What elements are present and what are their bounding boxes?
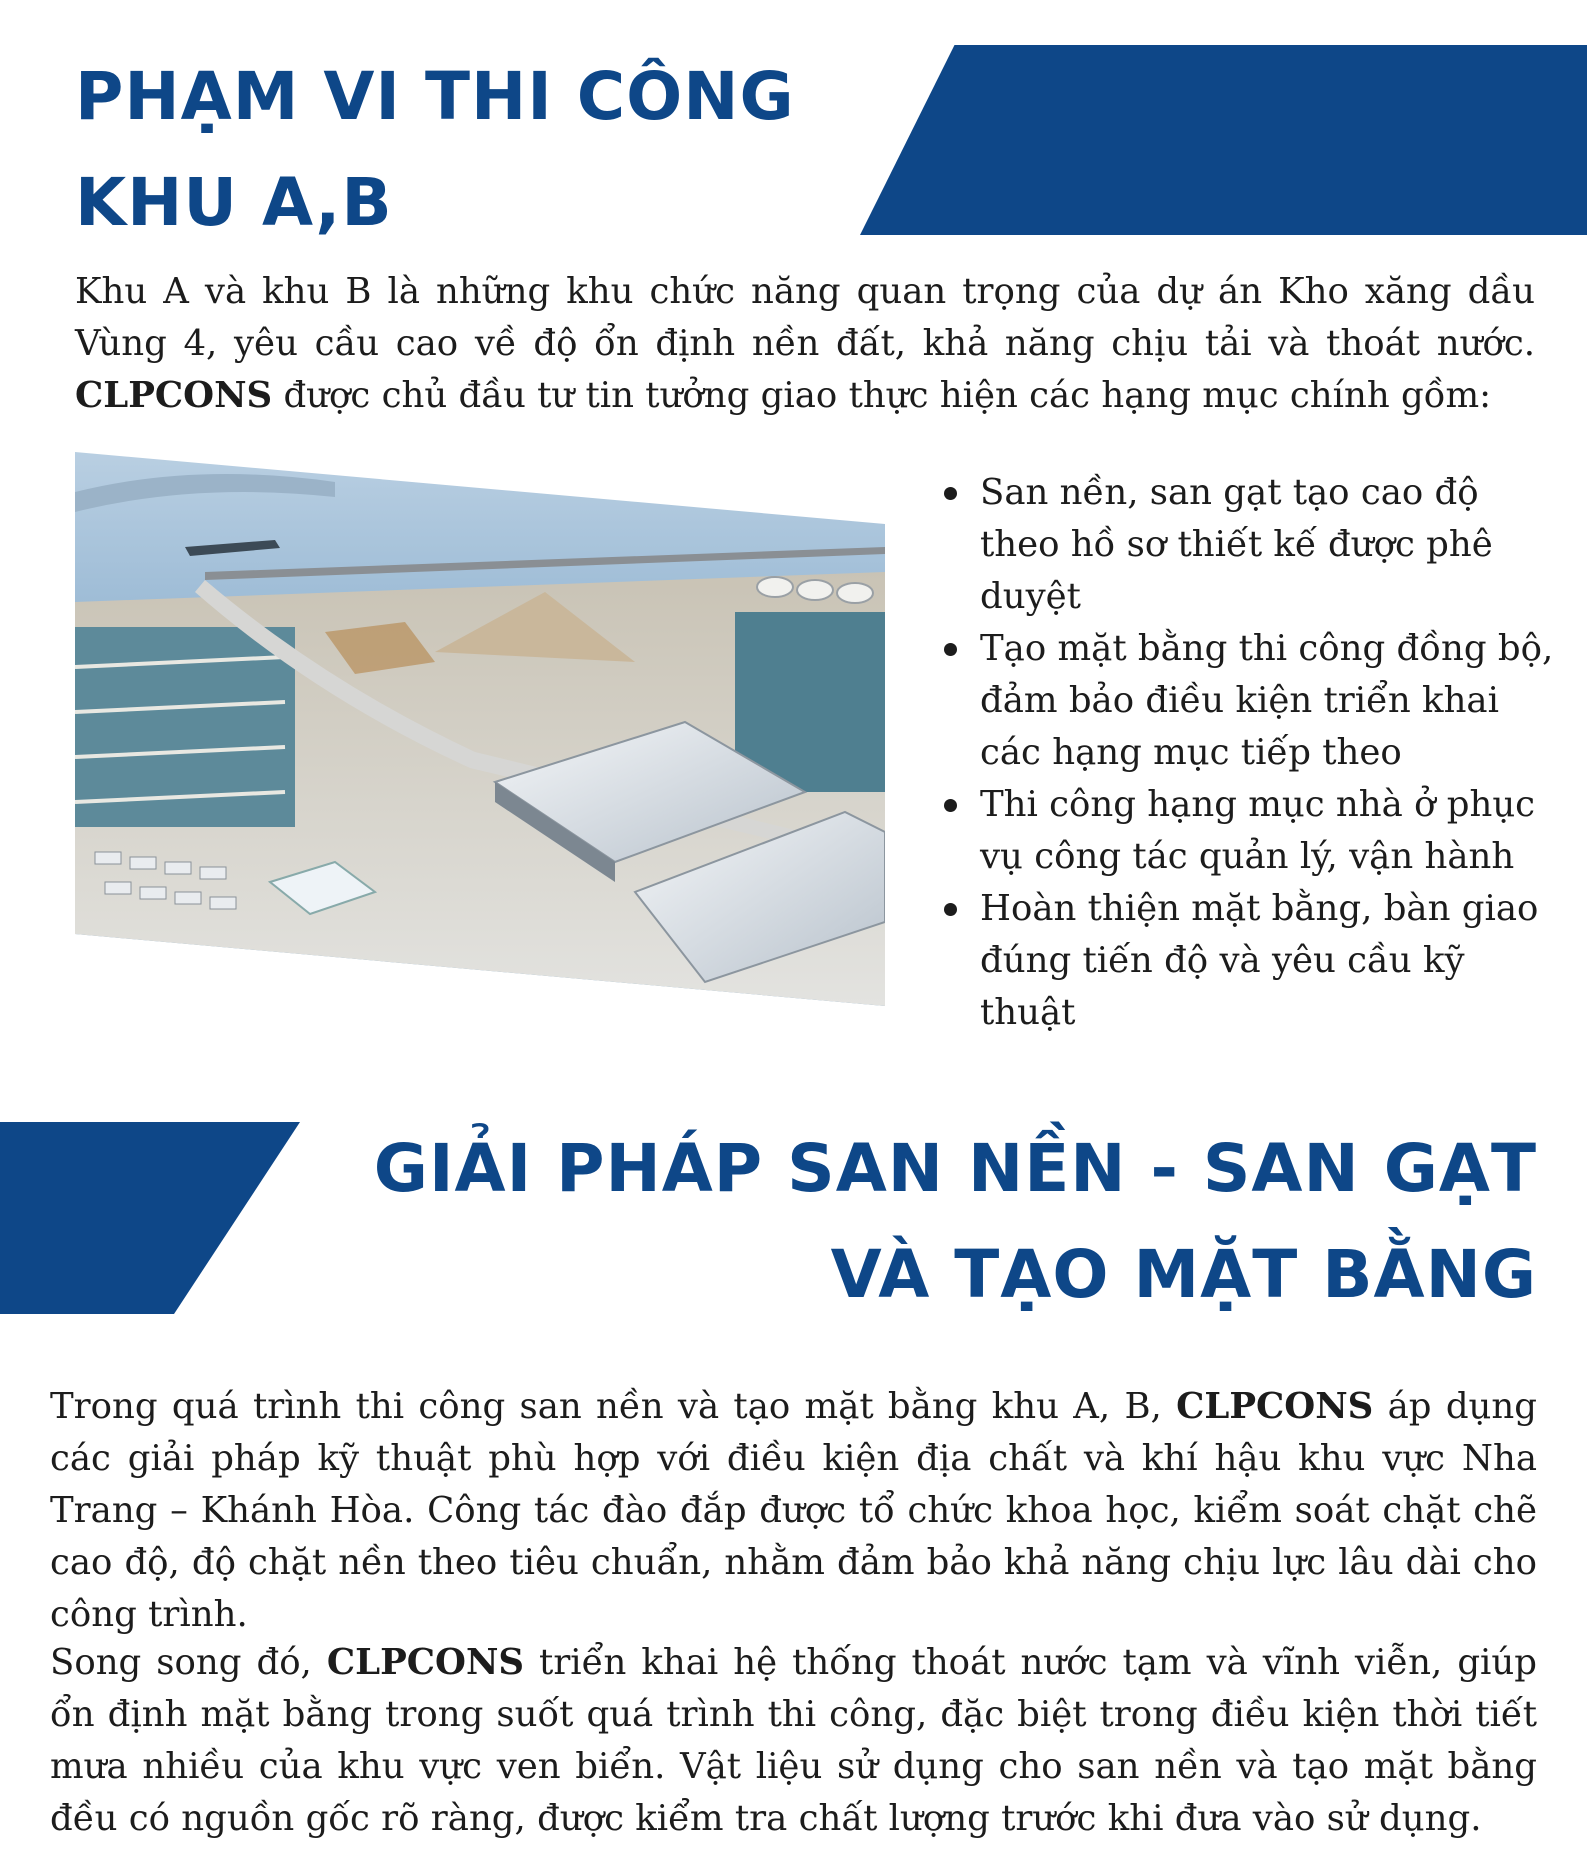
section-title-line: VÀ TẠO MẶT BẰNG [830,1236,1537,1313]
section-title-line: GIẢI PHÁP SAN NỀN - SAN GẠT [373,1130,1537,1207]
intro-paragraph [75,266,1535,422]
paragraph-text: triển khai hệ thống thoát nước tạm và vĩnh viễn, giúp ổn định mặt bằng trong suốt quá trình thi công, đặc biệt trong điều kiện thời tiết mưa nhiều của khu vực ven biển. Vật liệu sử dụng cho san nền và tạo mặt bằng đều có nguồn gốc rõ ràng, được kiểm tra chất lượng trước khi đưa vào sử dụng. [50,1642,1537,1839]
section-title-line: KHU A,B [75,164,393,241]
section-title-scope [75,44,795,256]
paragraph-text: áp dụng các giải pháp kỹ thuật phù hợp với điều kiện địa chất và khí hậu khu vực Nha Trang – Khánh Hòa. Công tác đào đắp được tổ chức khoa học, kiểm soát chặt chẽ cao độ, độ chặt nền theo tiêu chuẩn, nhằm đảm bảo khả năng chịu lực lâu dài cho công trình. [50,1386,1537,1635]
brand-name: CLPCONS [1176,1386,1374,1427]
paragraph-text: Trong quá trình thi công san nền và tạo mặt bằng khu A, B, [50,1386,1177,1427]
intro-text: Khu A và khu B là những khu chức năng quan trọng của dự án Kho xăng dầu Vùng 4, yêu cầu cao về độ ổn định nền đất, khả năng chịu tải và thoát nước. [75,271,1535,364]
bullet-dot-icon [944,799,957,812]
list-item [940,883,1560,1039]
brand-name: CLPCONS [75,375,273,416]
intro-text: được chủ đầu tư tin tưởng giao thực hiện các hạng mục chính gồm: [272,375,1492,416]
list-item [940,779,1560,883]
scope-item-list [940,467,1560,1039]
brand-name: CLPCONS [326,1642,525,1683]
section-banner-shape [0,1122,300,1314]
body-paragraph [50,1637,1537,1845]
paragraph-text: Song song đó, [50,1642,327,1683]
bullet-dot-icon [944,903,957,916]
list-item-text: Thi công hạng mục nhà ở phục vụ công tác quản lý, vận hành [980,784,1536,877]
list-item-text: Tạo mặt bằng thi công đồng bộ, đảm bảo điều kiện triển khai các hạng mục tiếp theo [980,628,1554,773]
list-item [940,623,1560,779]
list-item-text: San nền, san gạt tạo cao độ theo hồ sơ thiết kế được phê duyệt [980,472,1493,617]
bullet-dot-icon [944,643,957,656]
header-banner-shape [860,45,1587,235]
section-title-line: PHẠM VI THI CÔNG [75,58,795,135]
list-item-text: Hoàn thiện mặt bằng, bàn giao đúng tiến độ và yêu cầu kỹ thuật [980,888,1539,1033]
section-title-solution [374,1116,1537,1328]
list-item [940,467,1560,623]
bullet-dot-icon [944,487,957,500]
body-paragraph [50,1381,1537,1641]
aerial-site-photo [75,452,885,1006]
aerial-photo-illustration [75,452,885,1006]
